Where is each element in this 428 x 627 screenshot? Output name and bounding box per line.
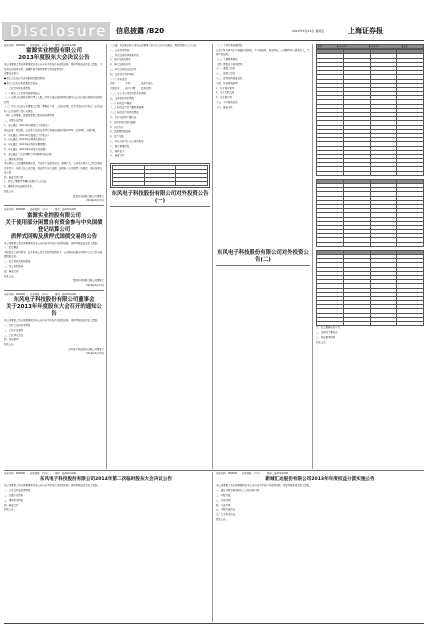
paragraph: 1、关于同业竞争 (216, 86, 235, 90)
paragraph: 4、审议通过《2013年度利润分配预案》 (4, 143, 48, 147)
notice-body (316, 326, 424, 345)
paragraph: （一）股东大会召开的时间和地点 (4, 91, 40, 95)
paragraph: 十四、其他说明事项 (216, 81, 238, 85)
notice-title: 东风电子科技股份有限公司对外投资公告(二) (217, 249, 309, 263)
paragraph: 5、审议通过《2013年年度报告及摘要》 (4, 147, 48, 151)
paragraph: 一、会议召开和出席情况 (4, 489, 31, 493)
paragraph: 一、会议召开和出席情况 (4, 86, 31, 90)
paragraph: 一、公司基本情况 (110, 48, 130, 52)
bottom-notice-right (216, 472, 424, 622)
table-cell (343, 171, 370, 175)
paragraph: 3、过渡期损益安排 (110, 130, 131, 134)
paragraph: 八、独立董事意见 (110, 144, 130, 148)
notice-header: 证券代码：600000 证券简称：××× 编号：临2014-000 (4, 472, 77, 475)
masthead-word: Disclosure (10, 22, 108, 40)
paragraph: （一）基本信息 (110, 77, 127, 81)
paragraph: ●本次会议没有否决或修改提案的情况； (4, 77, 47, 81)
paragraph: 二、投资风险及控制措施 (4, 260, 31, 264)
embedded-table-box (110, 163, 210, 189)
masthead-rule (4, 40, 424, 41)
notice-body (4, 63, 104, 194)
paragraph: 二、议案审议情况 (4, 119, 24, 123)
paragraph: 为提高资金使用效率，在不影响公司正常经营的情况下，公司拟使用部分闲置自有资金参与国债回购交易。 (4, 251, 103, 259)
paragraph: 一、投资概述 (4, 246, 19, 250)
paragraph: 公司主营业务为汽车零部件的研发、生产和销售。报告期内，公司继续加大研发投入，完善产品结构。 (216, 48, 310, 56)
issue-date: 2014年5月23日 星期五 (292, 29, 325, 33)
signature: 东风电子科技股份有限公司董事会 2014年5月23日 (68, 347, 104, 356)
notice-body (110, 44, 210, 159)
paragraph: 五、交易标的基本情况 (110, 96, 134, 100)
table-cell (370, 242, 397, 246)
paragraph: （四）募集资金使用情况 (216, 62, 243, 66)
table-cell (144, 182, 176, 186)
section-label: 信息披露 /B20 (116, 27, 165, 35)
paragraph: 一、召开会议的基本情况 (4, 323, 31, 327)
paragraph: （三）本次会议由公司董事会召集，董事长主持，会议的召集、召开及表决方式符合《公司法》和《公司章程》的有关规定。 (4, 105, 104, 113)
paragraph: 三、会议登记方法 (4, 333, 24, 337)
table-header-row (317, 45, 424, 49)
paragraph: 十六、备查文件 (216, 105, 233, 109)
table-cell (397, 242, 424, 246)
paragraph: 三、对公司的影响 (4, 264, 24, 268)
table-header: 2013年 (338, 45, 370, 49)
column-rule (312, 44, 313, 469)
paragraph: 3、关于独立性 (216, 96, 232, 100)
paragraph: 十二、监事会意见 (216, 72, 236, 76)
paragraph: 四、交易对方基本情况 (110, 72, 134, 76)
paragraph: 特此公告。 (216, 517, 228, 521)
paragraph: 四、备查文件 (4, 503, 19, 507)
column-2 (110, 44, 210, 469)
table-cell (343, 322, 370, 326)
paragraph: （上接）本议案已经公司第五届董事会第十次会议审议通过，现提请股东大会审议。 (110, 44, 199, 47)
notice-title: 新城汇达股份有限公司2013年年度权益分派实施公告 (265, 477, 375, 483)
notice-header: 证券代码：600000 证券简称：××× 编号：临2014-000 (216, 472, 289, 475)
paragraph: 1、本次交易的背景 (110, 58, 131, 62)
paragraph: 十五、中介机构意见 (216, 100, 238, 104)
table-cell (317, 242, 344, 246)
signature: 富源实业控股有限公司董事会 2014年5月23日 (72, 194, 104, 202)
paragraph: （二）标的资产的主要财务数据 (110, 106, 144, 110)
column-rule (212, 472, 213, 622)
table-cell (113, 182, 145, 186)
paragraph: 本公司董事会及全体董事保证本公告内容不存在任何虚假记载、误导性陈述或者重大遗漏。 (216, 484, 312, 488)
paragraph: 本次股东大会经律师现场见证，并出具了法律意见书。律师认为，公司本次股东大会的召集和召开程序、出席会议人员资格、表决程序符合法律、法规和《公司章程》的规定，表决结果合法有效。 (4, 162, 103, 174)
column-rule (106, 44, 107, 469)
paragraph: 名称： 住所： 法定代表人： (110, 82, 156, 86)
table-header: 项目 (317, 45, 338, 49)
notice-body (4, 242, 104, 279)
column-rule (212, 44, 213, 469)
bottom-notice-left (4, 472, 208, 622)
paragraph: 四、分派对象 (216, 503, 231, 507)
paragraph: 注册资本： 成立日期： 经营范围： (110, 87, 154, 91)
paragraph: 三、律师见证情况 (4, 157, 24, 161)
masthead (0, 0, 428, 40)
paragraph: 1、经与会董事签字确认的股东大会决议； (4, 180, 49, 184)
paragraph: 三、律师见证情况 (4, 498, 24, 502)
paragraph: 三、实施日期 (216, 498, 231, 502)
section-rule (4, 470, 424, 471)
footer-rule (4, 623, 424, 624)
embedded-table (112, 165, 208, 187)
paragraph: 特此公告。 (4, 343, 16, 347)
financial-table-body (316, 49, 424, 176)
table-cell (397, 322, 424, 326)
table-cell (370, 322, 397, 326)
paragraph: （二）与上市公司的关联关系说明 (110, 91, 146, 95)
paragraph: 四、备查文件 (4, 269, 19, 273)
paragraph: 四、备查文件目录 (4, 175, 24, 179)
notice-body (4, 319, 104, 347)
paragraph: 注：以上数据未经审计。 (316, 326, 343, 330)
paragraph: 2、支付方式 (110, 125, 124, 129)
paragraph: 十三、保荐机构核查意见 (216, 76, 243, 80)
paragraph: 二、分配方案 (216, 494, 231, 497)
paragraph: 二、会议审议事项 (4, 328, 24, 332)
paragraph: 三、本次交易的决策过程 (110, 67, 137, 71)
paragraph: 五、分配实施办法 (216, 508, 236, 512)
divider (4, 290, 104, 291)
paragraph: 1、交易价格及定价依据 (110, 120, 136, 124)
table-cell (317, 171, 344, 175)
paragraph: 一、通过分配方案的股东大会届次和日期 (216, 489, 260, 493)
paragraph: 表决结果：同意股，占出席会议股东所持有效表决权股份的100%；反对0股；弃权0股。 (4, 128, 98, 132)
notice-title: 东风电子科技股份有限公司董事会 关于2013年年度股东大会召开的通知公告 (6, 297, 102, 318)
notice-title: 富源实业控股有限公司 关于使用部分闲置自有资金参与中央国债登记结算公司 质押式回购及质押式国债交易的公告 (5, 212, 103, 240)
table-row (317, 242, 424, 246)
paragraph: 本公司董事会及全体董事保证本公告内容不存在任何虚假记载、误导性陈述或者重大遗漏，并对其内容的真实性、准确性和完整性承担个别及连带责任。 (4, 63, 103, 71)
paragraph: 2、关于关联交易 (216, 91, 235, 95)
paragraph: 三、其他事项说明 (316, 335, 336, 339)
paragraph: 二、本次交易的背景和目的 (110, 53, 139, 57)
divider (110, 206, 210, 207)
paragraph: （二）出席会议的股东和代理人人数，所持有表决权的股份总数及占公司有表决权股份总数的比例 (4, 96, 103, 104)
divider (4, 205, 104, 206)
paragraph: 四、其他事项 (4, 338, 19, 342)
notice-body (216, 44, 310, 110)
table-cell (397, 171, 424, 175)
paragraph: 十、备查文件 (110, 154, 125, 158)
table-row (317, 171, 424, 175)
notice-title: 东风电子科技股份有限公司对外投资公告(一) (111, 191, 209, 205)
paragraph: 特此公告。 (4, 189, 16, 193)
column-4 (316, 44, 424, 469)
paragraph: 2、本次交易的目的 (110, 63, 131, 67)
paragraph: 2、律师出具的法律意见书。 (4, 185, 35, 189)
notice-header: 证券代码：600000 证券简称：××× 编号：临2014-000 (4, 292, 77, 296)
table-row (113, 182, 208, 186)
paragraph: 2、审议通过《2013年度监事会工作报告》 (4, 133, 50, 137)
financial-table-body (316, 250, 424, 326)
paragraph: 4、资产交割 (110, 135, 124, 139)
paragraph: 六、有关咨询办法 (216, 513, 236, 517)
paragraph: 六、本次交易的主要内容 (110, 115, 137, 119)
divider (216, 265, 310, 266)
paragraph: 特此公告。 (316, 340, 328, 344)
paragraph: 十一、董事会意见 (216, 67, 236, 71)
notice-header: 证券代码：600000 证券简称：××× 编号：临2014-000 (4, 44, 77, 47)
paragraph: 本公司董事会及全体董事保证本公告内容不存在任何虚假记载、误导性陈述或者重大遗漏。 (4, 241, 100, 245)
paragraph: 本公司董事会及全体董事保证本公告内容不存在任何虚假记载、误导性陈述或者重大遗漏。 (4, 319, 100, 323)
paragraph: ●本次会议没有新提案提交表决。 (4, 82, 40, 85)
notice-header: 证券代码：600000 证券简称：××× 编号：临2014-000 (4, 208, 77, 212)
paragraph: （三）主要财务指标 (216, 57, 238, 61)
paragraph: （三）标的资产的评估情况 (110, 111, 139, 115)
notice-title: 富源实业控股有限公司 2013年度股东大会决议公告 (18, 48, 90, 62)
paragraph: 特此公告。 (4, 508, 16, 512)
paragraph: 九、风险提示 (110, 149, 125, 153)
paragraph: 3、审议通过《2013年度财务决算报告》 (4, 138, 48, 142)
paragraph: 七、本次交易对上市公司的影响 (110, 139, 144, 143)
table-header: 变动 (402, 45, 423, 49)
paragraph: 1、审议通过《2013年度董事会工作报告》 (4, 123, 50, 127)
paragraph: 二、交易的主要内容 (316, 331, 338, 334)
paragraph: 二、议案审议情况 (4, 494, 24, 497)
notice-title: 东风电子科技股份有限公司2014年第二次临时股东大会决议公告 (39, 477, 173, 483)
paragraph: 本公司董事会及全体董事保证本公告内容不存在任何虚假记载、误导性陈述或者重大遗漏。 (4, 484, 100, 488)
paragraph: （一）标的资产概况 (110, 101, 132, 105)
signature: 富源实业控股有限公司董事会 2014年5月23日 (72, 279, 104, 287)
paragraph: 重要内容提示： (4, 72, 21, 76)
table-cell (176, 182, 208, 186)
table-header: 2012年 (370, 45, 402, 49)
column-3 (216, 44, 310, 469)
paragraph: （二）主营业务发展情况 (216, 44, 243, 47)
paragraph: 6、审议通过《关于续聘会计师事务所的议案》 (4, 152, 54, 156)
paragraph: 特此公告。 (4, 274, 16, 278)
paragraph: （四）公司董事、监事和董事会秘书的出席情况 (4, 114, 55, 118)
newspaper-name: 上海证券报 (348, 27, 383, 35)
table-cell (343, 242, 370, 246)
financial-table-body (316, 179, 424, 247)
table-cell (370, 171, 397, 175)
column-1 (4, 44, 104, 469)
